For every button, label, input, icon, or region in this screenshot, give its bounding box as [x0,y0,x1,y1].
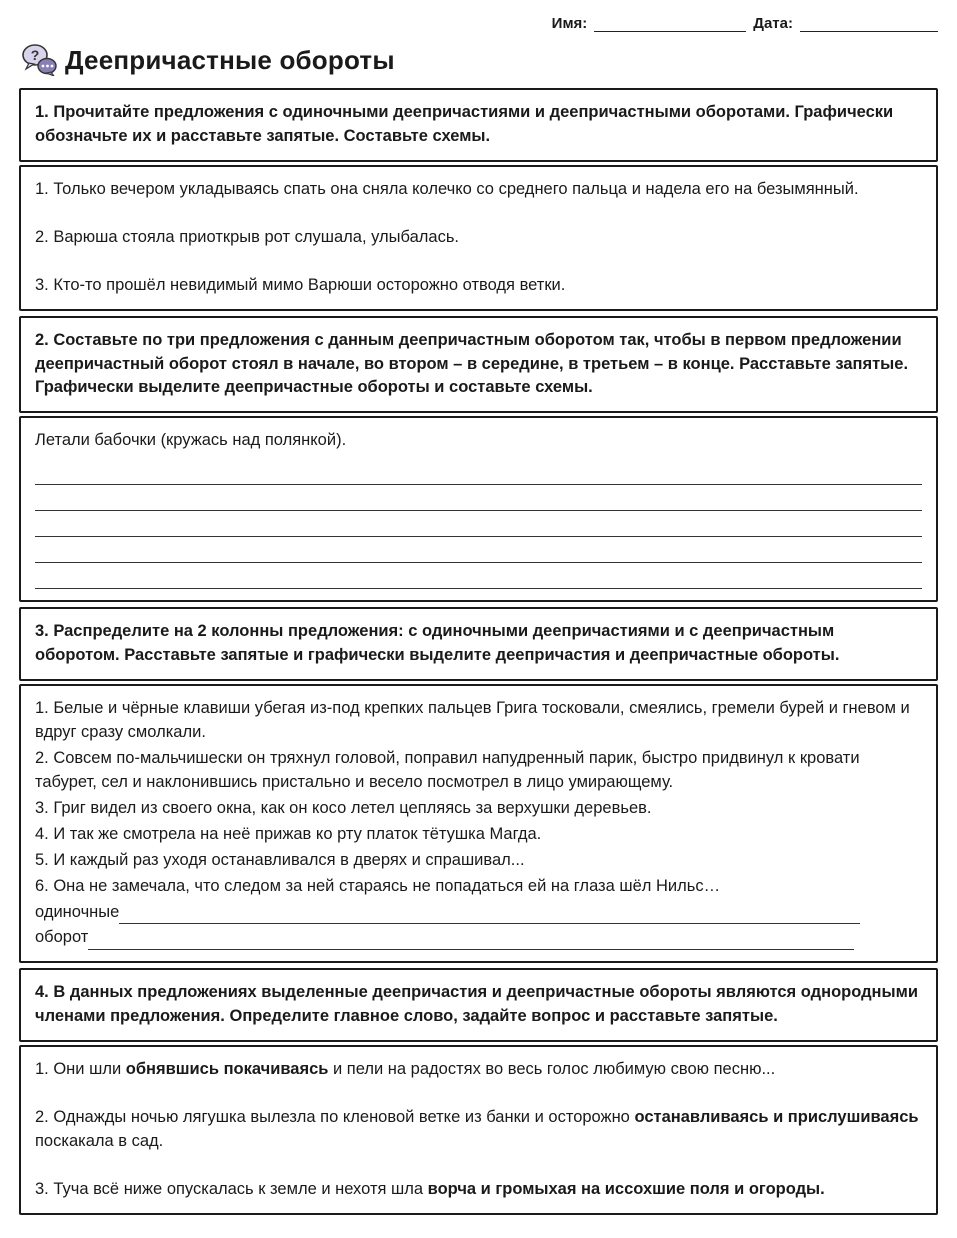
sentence-text: 2. Однажды ночью лягушка вылезла по кленовой ветке из банки и осторожно [35,1108,635,1127]
name-label: Имя: [551,15,588,32]
task-4-content [19,1045,938,1215]
phrase-label: оборот [35,928,89,947]
task-2-answer-area [35,459,922,589]
task-3 [19,607,938,963]
task-3-sentence-4: 4. И так же смотрела на неё прижав ко рту платок тётушка Магда. [35,824,542,843]
task-2-prompt: Летали бабочки (кружась над полянкой). [35,431,347,450]
answer-line[interactable] [119,905,860,924]
task-4 [19,968,938,1215]
answer-line[interactable] [35,537,922,563]
task-1-content [19,165,938,311]
date-label: Дата: [753,15,793,32]
name-date-row [19,10,938,32]
task-3-sentence-1: 1. Белые и чёрные клавиши убегая из-под крепких пальцев Грига тосковали, смеялись, гремели бурей и гневом и вдруг сразу смолкали. [35,699,910,742]
task-4-sentence-1 [35,1058,922,1082]
task-3-sentence-2: 2. Совсем по-мальчишески он тряхнул головой, поправил напудренный парик, быстро придвинул к кровати табурет, сел и наклонившись пристально и весело посмотрел в лицо умирающему. [35,748,860,791]
task-2-instruction: 2. Составьте по три предложения с данным деепричастным оборотом так, чтобы в первом предложении деепричастный оборот стоял в начале, во втором – в середине, в третьем – в конце. Расставьте запятые. Графически выделите деепричастные обороты и составьте схемы. [19,316,938,414]
task-3-instruction: 3. Распределите на 2 колонны предложения: с одиночными деепричастиями и с деепричастным оборотом. Расставьте запятые и графически выделите деепричастия и деепричастные обороты. [19,607,938,681]
name-blank-line[interactable] [594,15,746,32]
highlighted-gerund-phrase: останавливаясь и прислушиваясь [634,1108,919,1127]
answer-line[interactable] [88,931,854,950]
highlighted-gerund-phrase: обнявшись покачиваясь [125,1060,329,1079]
task-4-sentence-2 [35,1106,922,1154]
phrase-answer-row [35,926,922,950]
task-2-content [19,416,938,602]
task-3-sentence-5: 5. И каждый раз уходя останавливался в дверях и спрашивал... [35,850,525,869]
answer-line[interactable] [35,563,922,589]
task-1-sentence-1: 1. Только вечером укладываясь спать она сняла колечко со среднего пальца и надела его на безымянный. [35,179,859,198]
task-4-sentence-3 [35,1178,922,1202]
task-3-content [19,684,938,963]
task-4-instruction: 4. В данных предложениях выделенные деепричастия и деепричастные обороты являются однородными членами предложения. Определите главное слово, задайте вопрос и расставьте запятые. [19,968,938,1042]
sentence-text: 3. Туча всё ниже опускалась к земле и нехотя шла [35,1179,428,1198]
task-1-sentence-2: 2. Варюша стояла приоткрыв рот слушала, улыбалась. [35,227,460,246]
task-1-instruction: 1. Прочитайте предложения с одиночными деепричастиями и деепричастными оборотами. Графически обозначьте их и расставьте запятые. Составьте схемы. [19,88,938,162]
single-gerunds-label: одиночные [35,902,120,921]
sentence-text: и пели на радостях во весь голос любимую свою песню... [328,1060,776,1079]
task-1-sentence-3: 3. Кто-то прошёл невидимый мимо Варюши осторожно отводя ветки. [35,275,566,294]
sentence-text: 1. Они шли [35,1060,126,1079]
sentence-text: поскакала в сад. [35,1132,164,1151]
task-3-sentence-6: 6. Она не замечала, что следом за ней стараясь не попадаться ей на глаза шёл Нильс… [35,876,721,895]
page-title: Деепричастные обороты [65,44,395,75]
answer-line[interactable] [35,485,922,511]
answer-line[interactable] [35,511,922,537]
title-row [21,44,938,76]
answer-line[interactable] [35,459,922,485]
svg-text:?: ? [30,47,40,63]
single-gerunds-answer-row [35,901,922,925]
question-speech-bubbles-icon [21,44,57,76]
task-3-sentence-3: 3. Григ видел из своего окна, как он косо летел цепляясь за верхушки деревьев. [35,798,652,817]
task-1 [19,88,938,311]
highlighted-gerund-phrase: ворча и громыхая на иссохшие поля и огороды. [427,1179,825,1198]
task-2 [19,316,938,603]
date-blank-line[interactable] [800,15,938,32]
